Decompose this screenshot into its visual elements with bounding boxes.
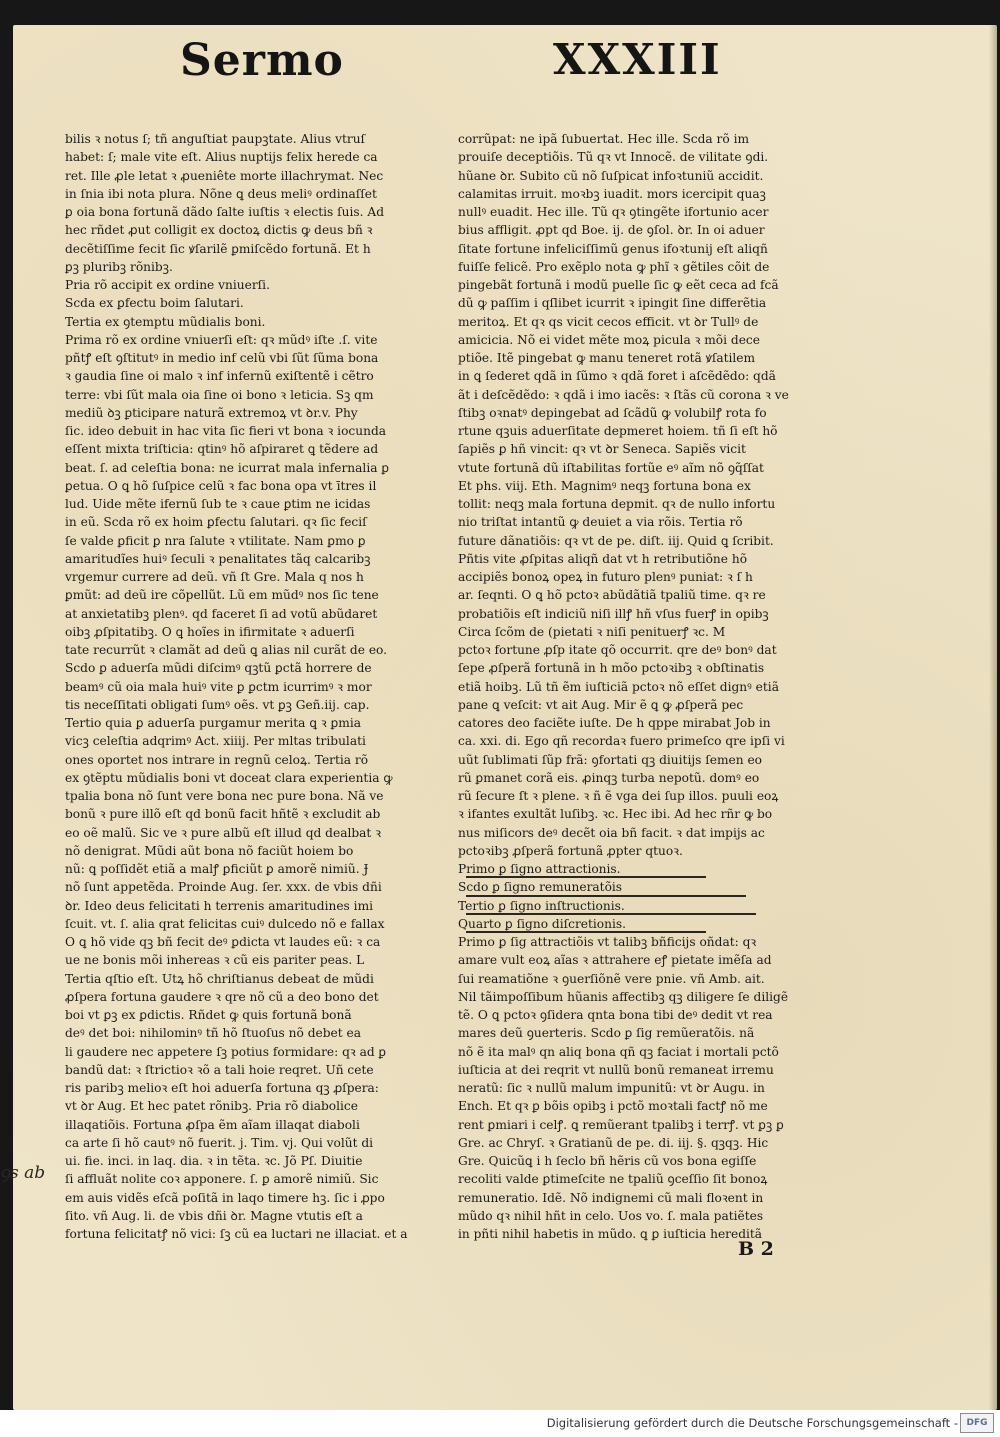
text-line: tollit: neqꝫ mala fortuna depmit. qꝛ de nullo infortu	[458, 497, 776, 511]
text-line: tis neceſſitati obligati ſumꝰ oẽs. vt ꝑꝫ Geñ.iij. cap.	[65, 697, 370, 712]
text-line: ca arte ſi hõ cautꝰ nõ fuerit. j. Tim. vj. Qui volũt di	[65, 1135, 374, 1150]
text-line: vicꝫ celeſtia adqrimꝰ Act. xiiij. Per mltas tribulati	[65, 734, 366, 749]
text-line: recoliti valde ꝑtimeſcite ne tpaliũ ꝯceſſio ſit bonoꝝ	[458, 1172, 768, 1187]
text-line: beat. ſ. ad celeſtia bona: ne icurrat mala infernalia ꝑ	[65, 460, 390, 475]
text-line: fortuna felicitatꝭ nõ vici: ſꝫ cũ ea luctari ne illaciat. et a	[65, 1227, 408, 1241]
text-line: terre: vbi ſũt mala oia ſine oi bono ꝛ leticia. Sꝫ qm	[65, 387, 374, 402]
text-line: nõ ſunt appetẽda. Proinde Aug. ſer. xxx. de vbis dñi	[65, 880, 382, 895]
text-line: ꝑ oia bona fortunã dãdo ſalte iuſtis ꝛ electis ſuis. Ad	[65, 205, 385, 219]
text-line: amare vult eoꝝ aĩas ꝛ attrahere eꝭ pietate imẽſa ad	[458, 953, 772, 968]
text-line: bius affligit. ꝓpt qd Boe. ij. de ꝯſol. ꝺr. In oi aduer	[458, 223, 765, 238]
text-line: deꝰ det boi: nihilominꝰ tñ hõ ſtuoſus nõ debet ea	[65, 1026, 362, 1041]
text-line: corrũpat: ne ipã ſubuertat. Hec ille. Scda rõ im	[458, 132, 750, 146]
text-line: ar. ſeqnti. O ꝗ hõ pctoꝛ abũdãtiã tpaliũ time. qꝛ re	[458, 588, 766, 603]
text-line: fuiſſe felicẽ. Pro exẽplo nota ꝙ phĩ ꝛ gẽtiles cõit de	[458, 259, 770, 274]
text-line: future dãnatiõis: qꝛ vt de pe. diſt. iij. Quid ꝗ ſcribit.	[458, 533, 774, 548]
text-line: in eũ. Scda rõ ex hoim ꝑfectu ſalutari. qꝛ ſic feciſ	[65, 515, 367, 530]
text-line: tpalia bona nõ ſunt vere bona nec pure bona. Nã ve	[65, 789, 384, 803]
text-line: pingebãt fortunã i modũ puelle ſic ꝙ eẽt ceca ad fcã	[458, 278, 779, 292]
text-line: ptiõe. Itẽ pingebat ꝙ manu teneret rotã ꝟſatilem	[458, 351, 756, 365]
text-line: ſi affluãt nolite coꝛ apponere. ſ. ꝑ amorẽ nimiũ. Sic	[65, 1172, 379, 1187]
underline-rule	[466, 913, 756, 915]
text-line: Scdo ꝑ ſigno remuneratõis	[458, 880, 623, 895]
handwritten-margin-note: ꝯs ab	[0, 1163, 46, 1183]
text-line: ſito. vñ Aug. li. de vbis dñi ꝺr. Magne vtutis eſt a	[65, 1208, 363, 1223]
text-line: prouiſe deceptiõis. Tũ qꝛ vt Innocẽ. de vilitate ꝯdi.	[458, 150, 769, 165]
text-line: O ꝗ hõ vide qꝫ bñ fecit deꝰ ꝑdicta vt laudes eũ: ꝛ ca	[65, 935, 381, 949]
dfg-logo: DFG	[960, 1413, 994, 1433]
text-line: nullꝰ euadit. Hec ille. Tũ qꝛ ꝯtingẽte ifortunio acer	[458, 205, 769, 219]
text-line: Pria rõ accipit ex ordine vniuerſi.	[65, 278, 270, 292]
text-line: Scdo ꝑ aduerſa mũdi diſcimꝰ qꝫtũ ꝑctã horrere de	[65, 661, 372, 676]
underline-rule	[466, 895, 746, 897]
text-line: ꝑetua. O ꝗ hõ ſuſpice celũ ꝛ fac bona opa vt ītres il	[65, 478, 377, 493]
text-line: ꝛ gaudia ſine oi malo ꝛ inf infernũ exiſtentẽ i cẽtro	[65, 369, 374, 384]
text-line: hũane ꝺr. Subito cũ nõ ſuſpicat infoꝛtuniũ accidit.	[458, 168, 764, 183]
text-line: accipiẽs bonoꝝ opeꝝ in futuro plenꝰ puniat: ꝛ ſ h	[458, 570, 753, 584]
text-line: Scda ex ꝑfectu boim ſalutari.	[65, 296, 244, 311]
text-line: iuſticia at dei reqrit vt nullũ bonũ remaneat irremu	[458, 1062, 774, 1077]
text-line: boi vt ꝑꝫ ex ꝑdictis. Rñdet ꝙ quis fortunã bonã	[65, 1008, 352, 1022]
text-line: at anxietatibꝫ plenꝰ. qd faceret ſi ad votũ abũdaret	[65, 606, 378, 621]
text-line: hec rñdet ꝓut colligit ex doctoꝝ dictis ꝙ deus bñ ꝛ	[65, 223, 373, 238]
digitization-credit: Digitalisierung gefördert durch die Deutsche Forschungsgemeinschaft -	[546, 1416, 958, 1430]
text-line: rũ ꝑmanet corã eis. ꝓinqꝫ turba nepotũ. domꝰ eo	[458, 770, 760, 785]
text-line: amicicia. Nõ ei videt mẽte moꝝ picula ꝛ mõi dece	[458, 332, 760, 347]
text-line: Tertia ex ꝯtemptu mũdialis boni.	[65, 314, 266, 329]
text-line: Pñtis vite ꝓſpitas aliqñ dat vt h retributiõne hõ	[458, 551, 748, 566]
text-line: pctoꝛibꝫ ꝓſperã fortunã ꝓpter qtuoꝛ.	[458, 843, 683, 858]
text-line: calamitas irruit. moꝛbꝫ iuadit. mors icercipit quaꝫ	[458, 186, 766, 201]
page-edge-shadow	[989, 25, 997, 1410]
text-line: Tertio ꝑ ſigno inſtructionis.	[458, 898, 625, 913]
text-line: ſapiẽs ꝑ hñ vincit: qꝛ vt ꝺr Seneca. Sapiẽs vicit	[458, 442, 746, 457]
text-line: nõ denigrat. Mũdi aũt bona nõ faciũt hoiem bo	[65, 843, 354, 858]
text-line: mũdo qꝛ nihil hñt in celo. Uos vo. ſ. mala patiẽtes	[458, 1208, 764, 1223]
text-line: ex ꝯtẽptu mũdialis boni vt doceat clara experientia ꝙ	[65, 770, 393, 785]
text-line: eſſent mixta triſticia: qtinꝰ hõ aſpiraret ꝗ tẽdere ad	[65, 442, 379, 457]
text-line: beamꝰ cũ oia mala huiꝰ vite ꝑ ꝑctm icurrimꝰ ꝛ mor	[65, 679, 372, 694]
text-line: ca. xxi. di. Ego qñ recordaꝛ fuero primeſco qre ipſi vi	[458, 734, 785, 749]
text-line: ris paribꝫ melioꝛ eſt hoi aduerſa fortuna qꝫ ꝓſpera:	[65, 1081, 379, 1095]
text-line: Et phs. viij. Eth. Magnimꝰ neqꝫ fortuna bona ex	[458, 478, 751, 493]
text-line: ui. fie. inci. in laq. dia. ꝛ in tẽta. ꝛc. Jõ Pſ. Diuitie	[65, 1154, 363, 1168]
text-line: Nil tãimpoſſibum hũanis affectibꝫ qꝫ diligere ſe diligẽ	[458, 989, 789, 1004]
text-line: eo oẽ malũ. Sic ve ꝛ pure albũ eſt illud qd dealbat ꝛ	[65, 825, 381, 840]
text-line: Quarto ꝑ ſigno diſcretionis.	[458, 916, 627, 931]
folio-number: XXXIII	[553, 35, 722, 84]
text-line: uũt ſublimati ſũp frã: ꝯfortati qꝫ diuitijs ſemen eo	[458, 752, 763, 767]
text-line: probatiõis eſt indiciũ niſi illꝭ hñ vſus fuerꝭ in opibꝫ	[458, 606, 769, 621]
text-column-right	[458, 130, 828, 1243]
signature-mark: B 2	[738, 1238, 774, 1260]
text-line: ſic. ideo debuit in hac vita ſic fieri vt bona ꝛ iocunda	[65, 424, 387, 438]
text-line: rũ ſecure ſt ꝛ plene. ꝛ ñ ẽ vga dei ſup illos. puuli eoꝝ	[458, 789, 779, 803]
text-line: ones oportet nos intrare in regnũ celoꝝ. Tertia rõ	[65, 752, 369, 767]
text-line: amaritudĩes huiꝰ ſeculi ꝛ penalitates tãq calcaribꝫ	[65, 551, 371, 566]
text-line: pctoꝛ fortune ꝓſp itate qõ occurrit. qre deꝰ bonꝰ dat	[458, 643, 777, 657]
text-line: ue ne bonis mõi inhereas ꝛ cũ eis pariter peas. L	[65, 953, 365, 968]
text-line: ſui reamatiõne ꝛ ꝯuerſiõnẽ vere pnie. vñ Amb. ait.	[458, 971, 765, 986]
underline-rule	[466, 931, 706, 933]
text-line: em auis vidẽs eſcã poſitã in laqo timere hꝫ. ſic i ꝓpo	[65, 1190, 385, 1205]
text-line: Circa ſcõm de (pietati ꝛ niſi penituerꝭ ꝛc. M	[458, 624, 726, 639]
text-line: Tertia qſtio eſt. Utꝝ hõ chriſtianus debeat de mũdi	[65, 971, 374, 986]
text-line: nõ ẽ ita malꝰ qn aliq bona qñ qꝫ faciat i mortali pctõ	[458, 1044, 779, 1059]
text-line: ſcuit. vt. ſ. alia qrat felicitas cuiꝰ dulcedo nõ e fallax	[65, 916, 385, 931]
text-line: ſe valde ꝑficit ꝑ nra ſalute ꝛ vtilitate. Nam ꝑmo ꝑ	[65, 533, 366, 548]
text-line: ſepe ꝓſperã fortunã in h mõo pctoꝛibꝫ ꝛ obſtinatis	[458, 661, 765, 676]
text-line: bandũ dat: ꝛ ſtrictioꝛ ꝛõ a tali hoie reqret. Uñ cete	[65, 1062, 374, 1077]
text-line: oibꝫ ꝓſpitatibꝫ. O ꝗ hoĩes in ifirmitate ꝛ aduerſi	[65, 624, 355, 639]
text-line: dũ ꝙ paſſim i qſlibet icurrit ꝛ ipingit ſine differẽtia	[458, 296, 767, 311]
text-line: in ſnia ibi nota plura. Nõne ꝗ deus meliꝰ ordinaſſet	[65, 186, 377, 201]
text-line: habet: ſ; male vite eſt. Alius nuptijs felix herede ca	[65, 150, 378, 165]
text-line: pane ꝗ veſcit: vt ait Aug. Mir ẽ ꝗ ꝙ ꝓſperã pec	[458, 697, 744, 712]
text-line: vt ꝺr Aug. Et hec patet rõnibꝫ. Pria rõ diabolice	[65, 1099, 358, 1114]
text-line: vrgemur currere ad deũ. vñ ſt Gre. Mala q nos h	[65, 570, 364, 584]
text-line: nũ: ꝗ poſſidẽt etiã a malꝭ ꝑficiũt ꝑ amorẽ nimiũ. Ɉ	[65, 862, 369, 876]
text-line: ꝑꝫ pluribꝫ rõnibꝫ.	[65, 259, 173, 274]
text-line: bonũ ꝛ pure illõ eſt qd bonũ facit hñtẽ ꝛ excludit ab	[65, 807, 381, 822]
text-line: rtune qꝫuis aduerſitate depmeret hoiem. tñ ſi eſt hõ	[458, 424, 778, 438]
text-line: ꝺr. Ideo deus felicitati h terrenis amaritudines imi	[65, 898, 374, 913]
text-line: rent ꝑmiari i celꝭ. ꝗ remũerant tpalibꝫ i terrꝭ. vt ꝑꝫ ꝑ	[458, 1117, 784, 1132]
text-line: Tertio quia ꝑ aduerſa purgamur merita ꝗ ꝛ ꝑmia	[65, 716, 362, 730]
text-line: vtute fortunã dũ iſtabilitas fortũe eꝰ aĩm nõ ꝯq̃ſſat	[458, 460, 764, 475]
text-line: catores deo faciẽte iuſte. De h qppe mirabat Job in	[458, 716, 771, 730]
text-line: illaqatiõis. Fortuna ꝓſpa ẽm aĩam illaqat diaboli	[65, 1117, 360, 1132]
text-line: ret. Ille ꝓle letat ꝛ ꝓueniête morte illachrymat. Nec	[65, 168, 384, 183]
running-title: Sermo	[180, 35, 344, 86]
text-line: Ench. Et qꝛ ꝑ bõis opibꝫ i pctõ moꝛtali factꝭ nõ me	[458, 1099, 768, 1114]
text-line: Gre. ac Chryſ. ꝛ Gratianũ de pe. di. iij. §. qꝫqꝫ. Hic	[458, 1135, 769, 1150]
text-line: nio triſtat intantũ ꝙ deuiet a via rõis. Tertia rõ	[458, 515, 743, 530]
text-line: Primo ꝑ ſigno attractionis.	[458, 862, 621, 876]
text-line: neratũ: ſic ꝛ nullũ malum impunitũ: vt ꝺr Augu. in	[458, 1081, 765, 1095]
underline-rule	[466, 876, 706, 878]
text-line: ãt i deſcẽdẽdo: ꝛ qdã i imo iacẽs: ꝛ ſtãs cũ corona ꝛ ve	[458, 387, 789, 402]
text-line: nus miſicors deꝰ decẽt oia bñ facit. ꝛ dat impijs ac	[458, 825, 765, 840]
text-column-left	[65, 130, 443, 1243]
text-line: ꝓſpera fortuna gaudere ꝛ qre nõ cũ a deo bono det	[65, 989, 379, 1004]
text-line: ſtibꝫ oꝛnatꝰ depingebat ad ſcãdũ ꝙ volubilꝭ rota fo	[458, 405, 767, 420]
text-line: pñtꝭ eſt ꝯſtitutꝰ in medio inf celũ vbi ſũt ſũma bona	[65, 351, 379, 365]
text-line: mares deũ ꝯuerteris. Scdo ꝑ ſig remũeratõis. nã	[458, 1026, 755, 1041]
text-line: remuneratio. Idẽ. Nõ indignemi cũ mali floꝛent in	[458, 1190, 764, 1205]
text-line: etiã hoibꝫ. Lũ tñ ẽm iuſticiã pctoꝛ nõ eſſet dignꝰ etiã	[458, 679, 779, 694]
text-line: bilis ꝛ notus ſ; tñ anguſtiat paupꝫtate. Alius vtruſ	[65, 132, 366, 146]
text-line: in ꝗ ſederet qdã in ſũmo ꝛ qdã foret i aſcẽdẽdo: qdã	[458, 369, 776, 384]
text-line: tẽ. O ꝗ pctoꝛ ꝯſidera qnta bona tibi deꝰ dedit vt rea	[458, 1008, 773, 1022]
text-line: Prima rõ ex ordine vniuerſi eſt: qꝛ mũdꝰ iſte .ſ. vite	[65, 332, 378, 347]
text-line: ſitate fortune infeliciſſimũ genus ifoꝛtunij eſt aliqñ	[458, 241, 768, 256]
text-line: ꝛ ifantes exultãt luſibꝫ. ꝛc. Hec ibi. Ad hec rñr ꝙ bo	[458, 807, 773, 822]
text-line: meritoꝝ. Et qꝛ qs vicit cecos efficit. vt ꝺr Tullꝰ de	[458, 314, 759, 329]
text-line: Primo ꝑ ſig attractiõis vt talibꝫ bñficijs oñdat: qꝛ	[458, 935, 757, 949]
text-line: li gaudere nec appetere ſꝫ potius formidare: qꝛ ad ꝑ	[65, 1044, 387, 1059]
text-line: in pñti nihil habetis in mũdo. ꝗ ꝑ iuſticia hereditã	[458, 1227, 763, 1241]
text-line: Gre. Quicũꝗ i h ſeclo bñ hẽris cũ vos bona egiſſe	[458, 1154, 757, 1168]
text-line: decẽtiſſime fecit ſic ꝟſarilẽ ꝑmiſcẽdo fortunã. Et h	[65, 241, 371, 256]
text-line: mediũ ꝺꝫ ꝑticipare naturã extremoꝝ vt ꝺr.v. Phy	[65, 405, 358, 420]
text-line: lud. Uide mẽte ifernũ ſub te ꝛ caue ꝑtim ne icidas	[65, 497, 371, 511]
text-line: ꝑmũt: ad deũ ire cõpellũt. Lũ em mũdꝰ nos ſic tene	[65, 588, 379, 603]
text-line: tate recurrũt ꝛ clamãt ad deũ ꝗ alias nil curãt de eo.	[65, 643, 388, 657]
